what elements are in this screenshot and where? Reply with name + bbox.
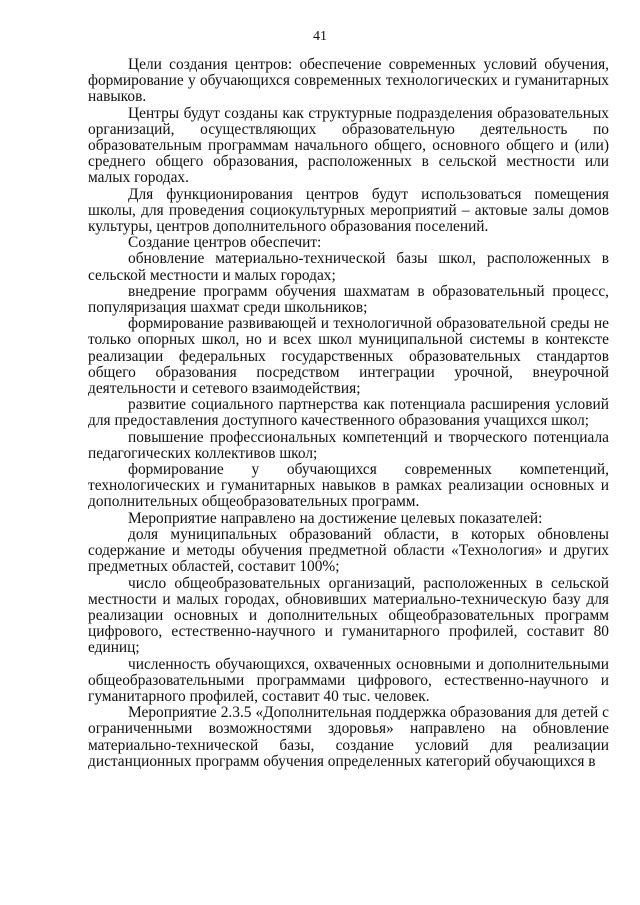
page-body (88, 57, 609, 770)
paragraph-provides-intro: Создание центров обеспечит: (128, 234, 322, 252)
list-item-update-base: обновление материально-технической базы школ, расположенных в сельской местности и малых городах; (88, 250, 609, 284)
paragraph-structure: Центры будут созданы как структурные подразделения образовательных организаций, осуществляющих образовательную деятельность по образовательным программам начального общего, основного общего и (или) среднего общего образования, расположенных в сельской местности или малых городах. (88, 104, 609, 187)
list-item-skills: формирование у обучающихся современных компетенций, технологических и гуманитарных навыков в рамках реализации основных и дополнительных общеобразовательных программ. (88, 461, 609, 511)
list-item-competencies: повышение профессиональных компетенций и творческого потенциала педагогических коллективов школ; (88, 428, 609, 462)
indicator-students: численность обучающихся, охваченных основными и дополнительными общеобразовательными программами цифрового, естественно-научного и гуманитарного профилей, составит 40 тыс. человек. (88, 655, 609, 705)
indicator-organizations: число общеобразовательных организаций, расположенных в сельской местности и малых городах, обновивших материально-техническую базу для реализации основных и дополнительных общеобразовательных программ цифрового, естественно-научного и гуманитарного профилей, составит 80 единиц; (88, 574, 609, 657)
paragraph-goals: Цели создания центров: обеспечение современных условий обучения, формирование у обучающихся современных технологических и гуманитарных навыков. (88, 56, 609, 106)
paragraph-indicators-intro: Мероприятие направлено на достижение целевых показателей: (128, 509, 543, 527)
indicator-municipalities: доля муниципальных образований области, в которых обновлены содержание и методы обучения предметной области «Технология» и других предметных областей, составит 100%; (88, 525, 609, 576)
list-item-partnership: развитие социального партнерства как потенциала расширения условий для предоставления доступного качественного образования учащихся школ; (88, 396, 609, 430)
paragraph-premises: Для функционирования центров будут использоваться помещения школы, для проведения социокультурных мероприятий – актовые залы домов культуры, центров дополнительного образования поселений. (88, 185, 609, 236)
page-number: 41 (313, 29, 327, 44)
list-item-environment: формирование развивающей и технологичной образовательной среды не только опорных школ, но и всех школ муниципальной системы в контексте реализации федеральных государственных образовательных стандартов общего образования посредством интеграции урочной, внеурочной деятельности и сетевого взаимодействия; (88, 315, 609, 398)
list-item-chess: внедрение программ обучения шахматам в образовательный процесс, популяризация шахмат среди школьников; (88, 282, 609, 317)
paragraph-measure-2-3-5: Мероприятие 2.3.5 «Дополнительная поддержка образования для детей с ограниченными возможностями здоровья» направлено на обновление материально-технической базы, создание условий для реализации дистанционных программ обучения определенных категорий обучающихся в (88, 704, 609, 770)
